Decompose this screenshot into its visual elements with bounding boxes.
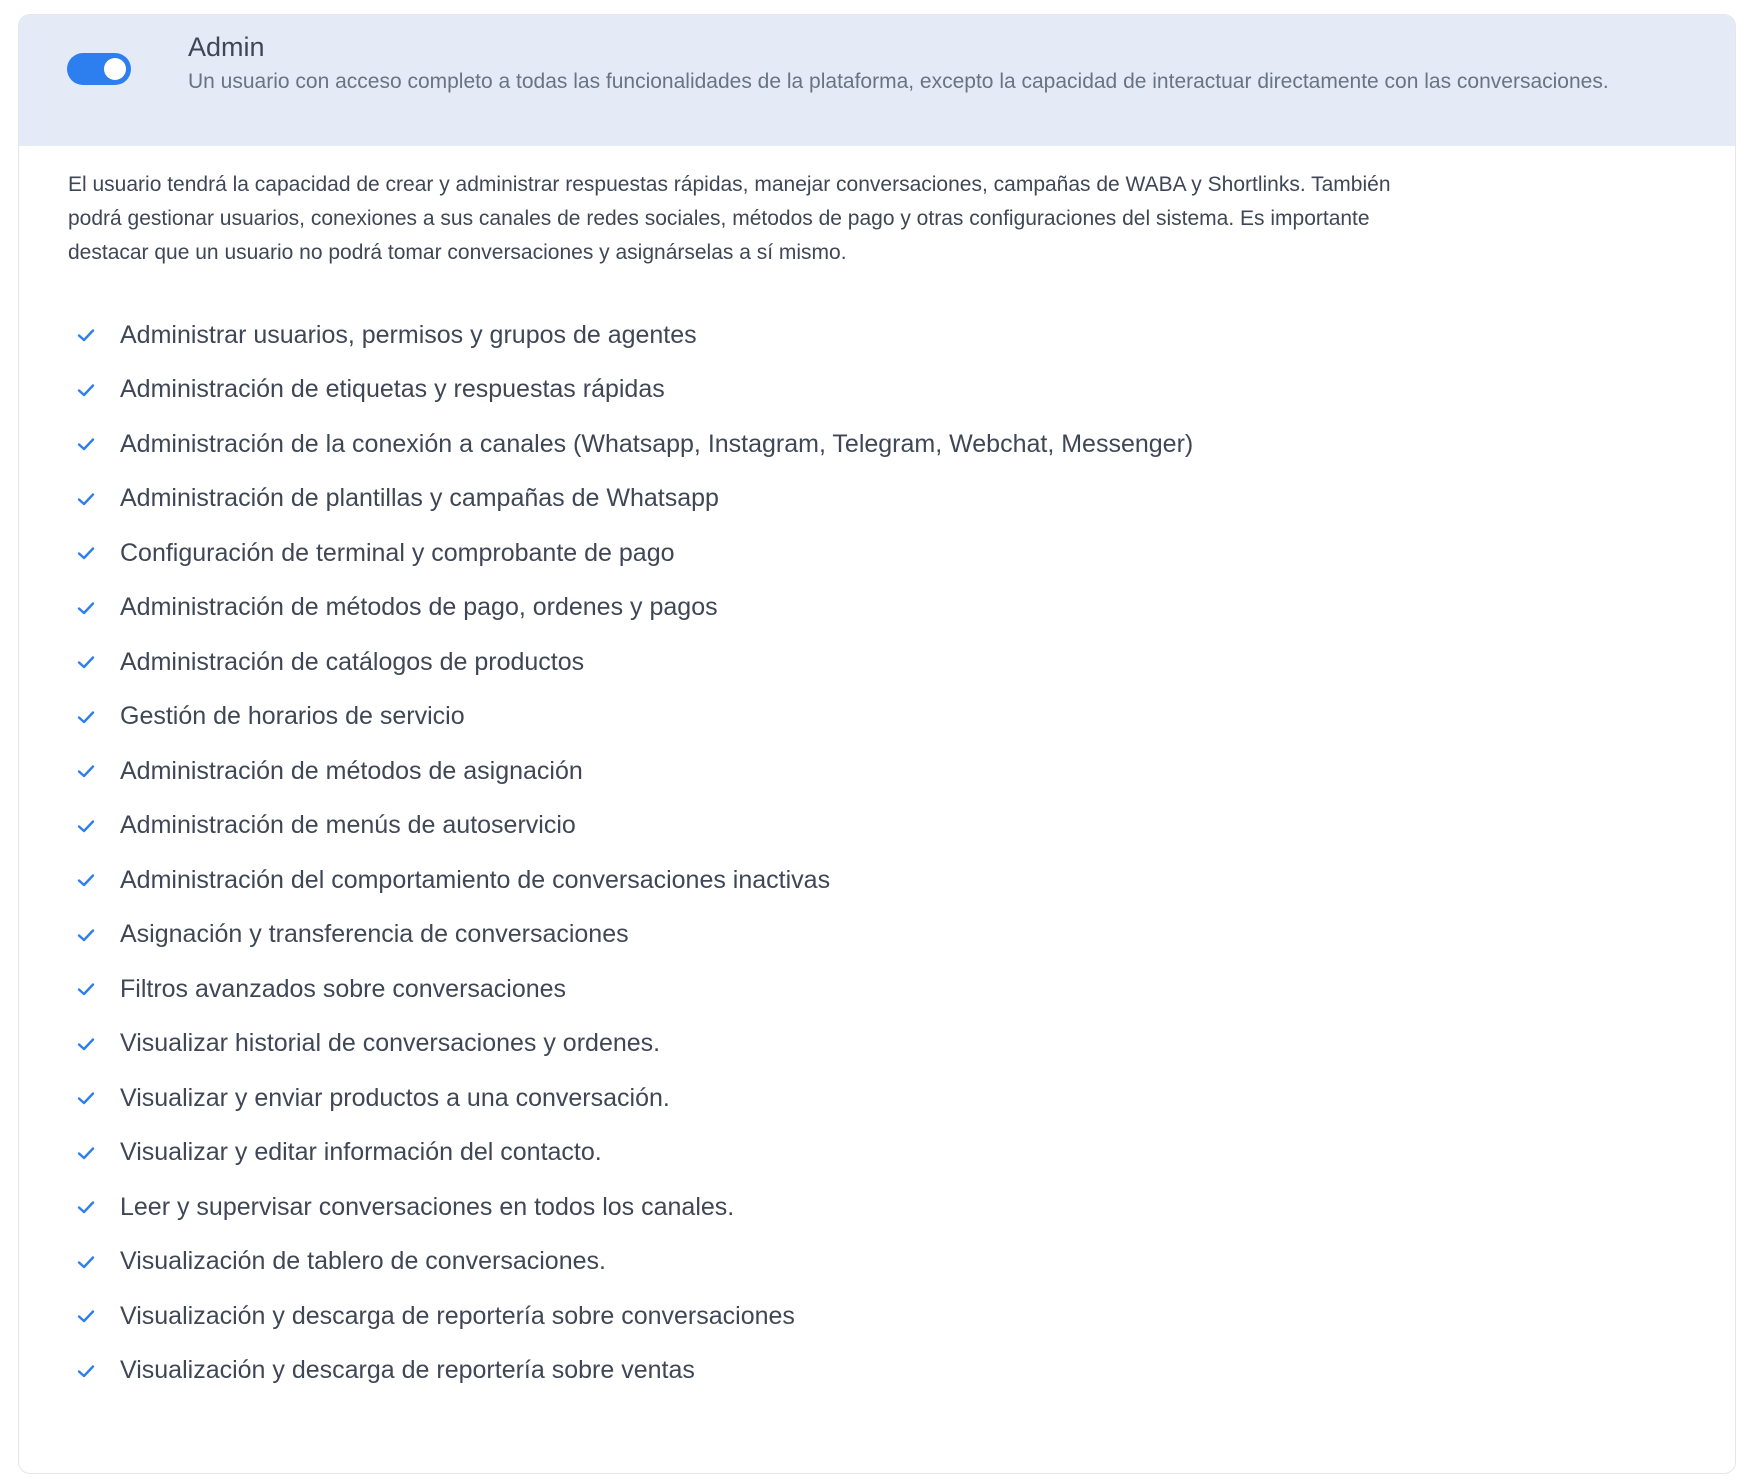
permission-item <box>68 417 1735 472</box>
check-icon <box>75 433 97 455</box>
check-icon <box>75 324 97 346</box>
permission-item <box>68 472 1735 527</box>
check-icon <box>75 1360 97 1382</box>
permission-label: Visualización de tablero de conversaciones. <box>120 1247 606 1276</box>
check-icon <box>75 1033 97 1055</box>
check-icon <box>75 488 97 510</box>
permission-list <box>68 308 1735 1398</box>
check-icon <box>75 1087 97 1109</box>
permission-item <box>68 526 1735 581</box>
permission-label: Configuración de terminal y comprobante de pago <box>120 538 675 567</box>
role-toggle-switch[interactable] <box>67 53 131 85</box>
role-subtitle: Un usuario con acceso completo a todas las funcionalidades de la plataforma, excepto la capacidad de interactuar directamente con las conversaciones. <box>188 70 1609 93</box>
check-icon <box>75 924 97 946</box>
permission-item <box>68 581 1735 636</box>
check-icon <box>75 706 97 728</box>
permission-item <box>68 1344 1735 1399</box>
permission-label: Administración de menús de autoservicio <box>120 811 576 840</box>
role-body <box>19 146 1735 1398</box>
permission-item <box>68 1071 1735 1126</box>
permission-label: Administración del comportamiento de conversaciones inactivas <box>120 865 831 894</box>
check-icon <box>75 815 97 837</box>
check-icon <box>75 379 97 401</box>
permission-item <box>68 363 1735 418</box>
permission-label: Visualización y descarga de reportería sobre conversaciones <box>120 1301 795 1330</box>
role-header <box>19 15 1735 146</box>
permission-item <box>68 962 1735 1017</box>
permission-item <box>68 1289 1735 1344</box>
permission-label: Administrar usuarios, permisos y grupos de agentes <box>120 320 697 349</box>
permission-item <box>68 1017 1735 1072</box>
role-header-text <box>188 29 1628 98</box>
toggle-knob <box>104 58 126 80</box>
permission-item <box>68 744 1735 799</box>
permission-item <box>68 1180 1735 1235</box>
permission-label: Visualización y descarga de reportería sobre ventas <box>120 1356 695 1385</box>
check-icon <box>75 978 97 1000</box>
role-description: El usuario tendrá la capacidad de crear y administrar respuestas rápidas, manejar conversaciones, campañas de WABA y Shortlinks. También podrá gestionar usuarios, conexiones a sus canales de redes sociales, métodos de pago y otras configuraciones del sistema. Es importante destacar que un usuario no podrá tomar conversaciones y asignárselas a sí mismo. <box>68 173 1391 264</box>
check-icon <box>75 869 97 891</box>
check-icon <box>75 597 97 619</box>
check-icon <box>75 1251 97 1273</box>
check-icon <box>75 1142 97 1164</box>
permission-label: Leer y supervisar conversaciones en todos los canales. <box>120 1192 735 1221</box>
permission-label: Administración de la conexión a canales (Whatsapp, Instagram, Telegram, Webchat, Messenger) <box>120 429 1194 458</box>
permission-label: Asignación y transferencia de conversaciones <box>120 920 629 949</box>
permission-item <box>68 1126 1735 1181</box>
permission-label: Filtros avanzados sobre conversaciones <box>120 974 567 1003</box>
permission-item <box>68 635 1735 690</box>
permission-label: Administración de métodos de pago, ordenes y pagos <box>120 593 718 622</box>
permission-label: Visualizar historial de conversaciones y ordenes. <box>120 1029 661 1058</box>
permission-label: Administración de etiquetas y respuestas rápidas <box>120 375 665 404</box>
check-icon <box>75 651 97 673</box>
check-icon <box>75 1305 97 1327</box>
permission-item <box>68 853 1735 908</box>
permission-item <box>68 690 1735 745</box>
permission-label: Gestión de horarios de servicio <box>120 702 465 731</box>
permission-item <box>68 799 1735 854</box>
role-card <box>18 14 1736 1474</box>
role-title: Admin <box>188 32 265 62</box>
permission-label: Visualizar y editar información del contacto. <box>120 1138 602 1167</box>
permission-label: Visualizar y enviar productos a una conversación. <box>120 1083 670 1112</box>
permission-item <box>68 308 1735 363</box>
check-icon <box>75 542 97 564</box>
permission-item <box>68 908 1735 963</box>
permission-label: Administración de plantillas y campañas de Whatsapp <box>120 484 719 513</box>
permission-item <box>68 1235 1735 1290</box>
check-icon <box>75 1196 97 1218</box>
check-icon <box>75 760 97 782</box>
permission-label: Administración de catálogos de productos <box>120 647 585 676</box>
permission-label: Administración de métodos de asignación <box>120 756 583 785</box>
